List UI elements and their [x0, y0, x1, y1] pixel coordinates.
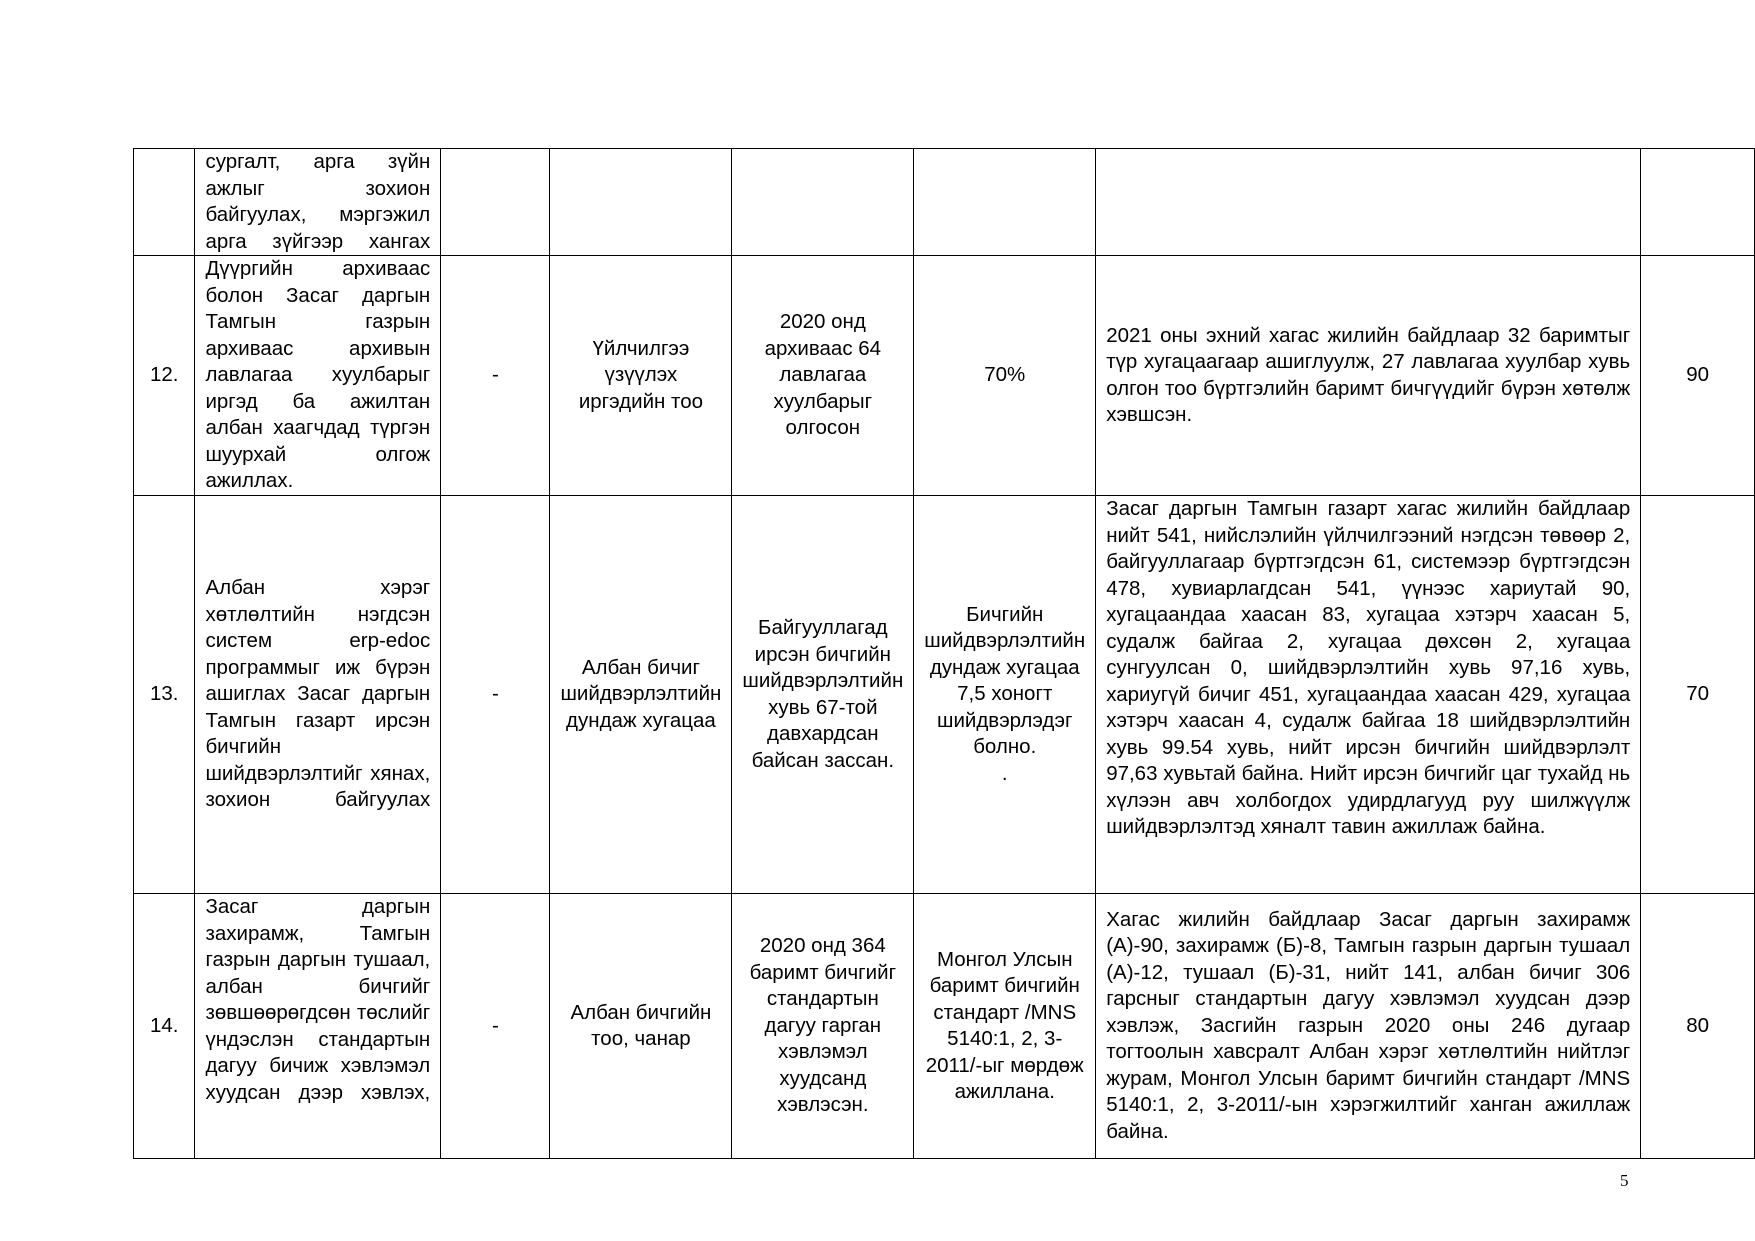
row-number: 12.: [134, 256, 195, 496]
baseline-cell: Байгууллагад ирсэн бичгийн шийдвэрлэлтийн хувь 67-той давхардсан байсан зассан.: [732, 496, 914, 894]
report-table: [133, 148, 1755, 1159]
baseline-cell: [732, 149, 914, 256]
target-cell: Монгол Улсын баримт бичгийн стандарт /MNS 5140:1, 2, 3-2011/-ыг мөрдөж ажиллана.: [914, 894, 1096, 1159]
result-cell: 2021 оны эхний хагас жилийн байдлаар 32 баримтыг түр хугацаагаар ашиглуулж, 27 лавлагаа хуулбар хувь олгон тоо бүртгэлийн баримт бичгүүдийг бүрэн хөтөлж хэвшсэн.: [1096, 256, 1641, 496]
indicator-cell: Албан бичгийн тоо, чанар: [550, 894, 732, 1159]
target-cell: [914, 149, 1096, 256]
dash-cell: -: [441, 496, 550, 894]
indicator-cell: [550, 149, 732, 256]
result-cell: Засаг даргын Тамгын газарт хагас жилийн байдлаар нийт 541, нийслэлийн үйлчилгээний нэгдсэн төвөөр 2, байгууллагаар бүртгэгдсэн 61, системээр бүртгэгдсэн 478, хувиарлагдсан 541, үүнээс хариутай 90, хугацаандаа хаасан 83, хугацаа хэтэрч хаасан 5, судалж байгаа 2, хугацаа дөхсөн 2, хугацаа сунгуулсан 0, шийдвэрлэлтийн хувь 97,16 хувь, хариугүй бичиг 451, хугацаандаа хаасан 429, хугацаа хэтэрч хаасан 4, судалж байгаа 18 шийдвэрлэлтийн хувь 99.54 хувь, нийт ирсэн бичгийн шийдвэрлэлт 97,63 хувьтай байна. Нийт ирсэн бичгийг цаг тухайд нь хүлээн авч холбогдох удирдлагууд руу шилжүүлж шийдвэрлэлтэд хяналт тавин ажиллаж байна.: [1096, 496, 1641, 894]
baseline-cell: 2020 онд архиваас 64 лавлагаа хуулбарыг олгосон: [732, 256, 914, 496]
score-cell: 70: [1641, 496, 1755, 894]
target-note: .: [1001, 761, 1008, 785]
target-cell: [914, 496, 1096, 894]
target-text: Бичгийн шийдвэрлэлтийн дундаж хугацаа 7,5 хоногт шийдвэрлэдэг болно.: [924, 602, 1086, 759]
dash-cell: [441, 149, 550, 256]
score-cell: 80: [1641, 894, 1755, 1159]
activity-cell: Засаг даргын захирамж, Тамгын газрын даргын тушаал, албан бичгийг зөвшөөрөгдсөн төслийг үндэслэн стандартын дагуу бичиж хэвлэмэл хуудсан дээр хэвлэх,: [195, 894, 441, 1159]
row-number: 14.: [134, 894, 195, 1159]
result-cell: [1096, 149, 1641, 256]
result-cell: Хагас жилийн байдлаар Засаг даргын захирамж (А)-90, захирамж (Б)-8, Тамгын газрын даргын тушаал (А)-12, тушаал (Б)-31, нийт 141, албан бичиг 306 гарсныг стандартын дагуу хэвлэмэл хуудсан дээр хэвлэж, Засгийн газрын 2020 оны 246 дугаар тогтоолын хавсралт Албан хэрэг хөтлөлтийн нийтлэг журам, Монгол Улсын баримт бичгийн стандарт /MNS 5140:1, 2, 3-2011/-ын хэрэгжилтийг ханган ажиллаж байна.: [1096, 894, 1641, 1159]
row-number: 13.: [134, 496, 195, 894]
indicator-cell: Албан бичиг шийдвэрлэлтийн дундаж хугацаа: [550, 496, 732, 894]
indicator-cell: Үйлчилгээ үзүүлэх иргэдийн тоо: [550, 256, 732, 496]
target-cell: 70%: [914, 256, 1096, 496]
dash-cell: -: [441, 894, 550, 1159]
row-number: [134, 149, 195, 256]
table-row-continued: [134, 149, 1755, 256]
score-cell: 90: [1641, 256, 1755, 496]
activity-cell: Албан хэрэг хөтлөлтийн нэгдсэн систем erp-edoc программыг иж бүрэн ашиглах Засаг даргын Тамгын газарт ирсэн бичгийн шийдвэрлэлтийг хянах, зохион байгуулах: [195, 496, 441, 894]
score-cell: [1641, 149, 1755, 256]
activity-cell: Дүүргийн архиваас болон Засаг даргын Тамгын газрын архиваас архивын лавлагаа хуулбарыг иргэд ба ажилтан албан хаагчдад түргэн шуурхай олгож ажиллах.: [195, 256, 441, 496]
baseline-cell: 2020 онд 364 баримт бичгийг стандартын дагуу гарган хэвлэмэл хуудсанд хэвлэсэн.: [732, 894, 914, 1159]
activity-cell: сургалт, арга зүйн ажлыг зохион байгуулах, мэргэжил арга зүйгээр хангах: [195, 149, 441, 256]
table-row-12: [134, 256, 1755, 496]
table-row-13: [134, 496, 1755, 894]
page-number: 5: [1620, 1171, 1629, 1190]
dash-cell: -: [441, 256, 550, 496]
table-row-14: [134, 894, 1755, 1159]
